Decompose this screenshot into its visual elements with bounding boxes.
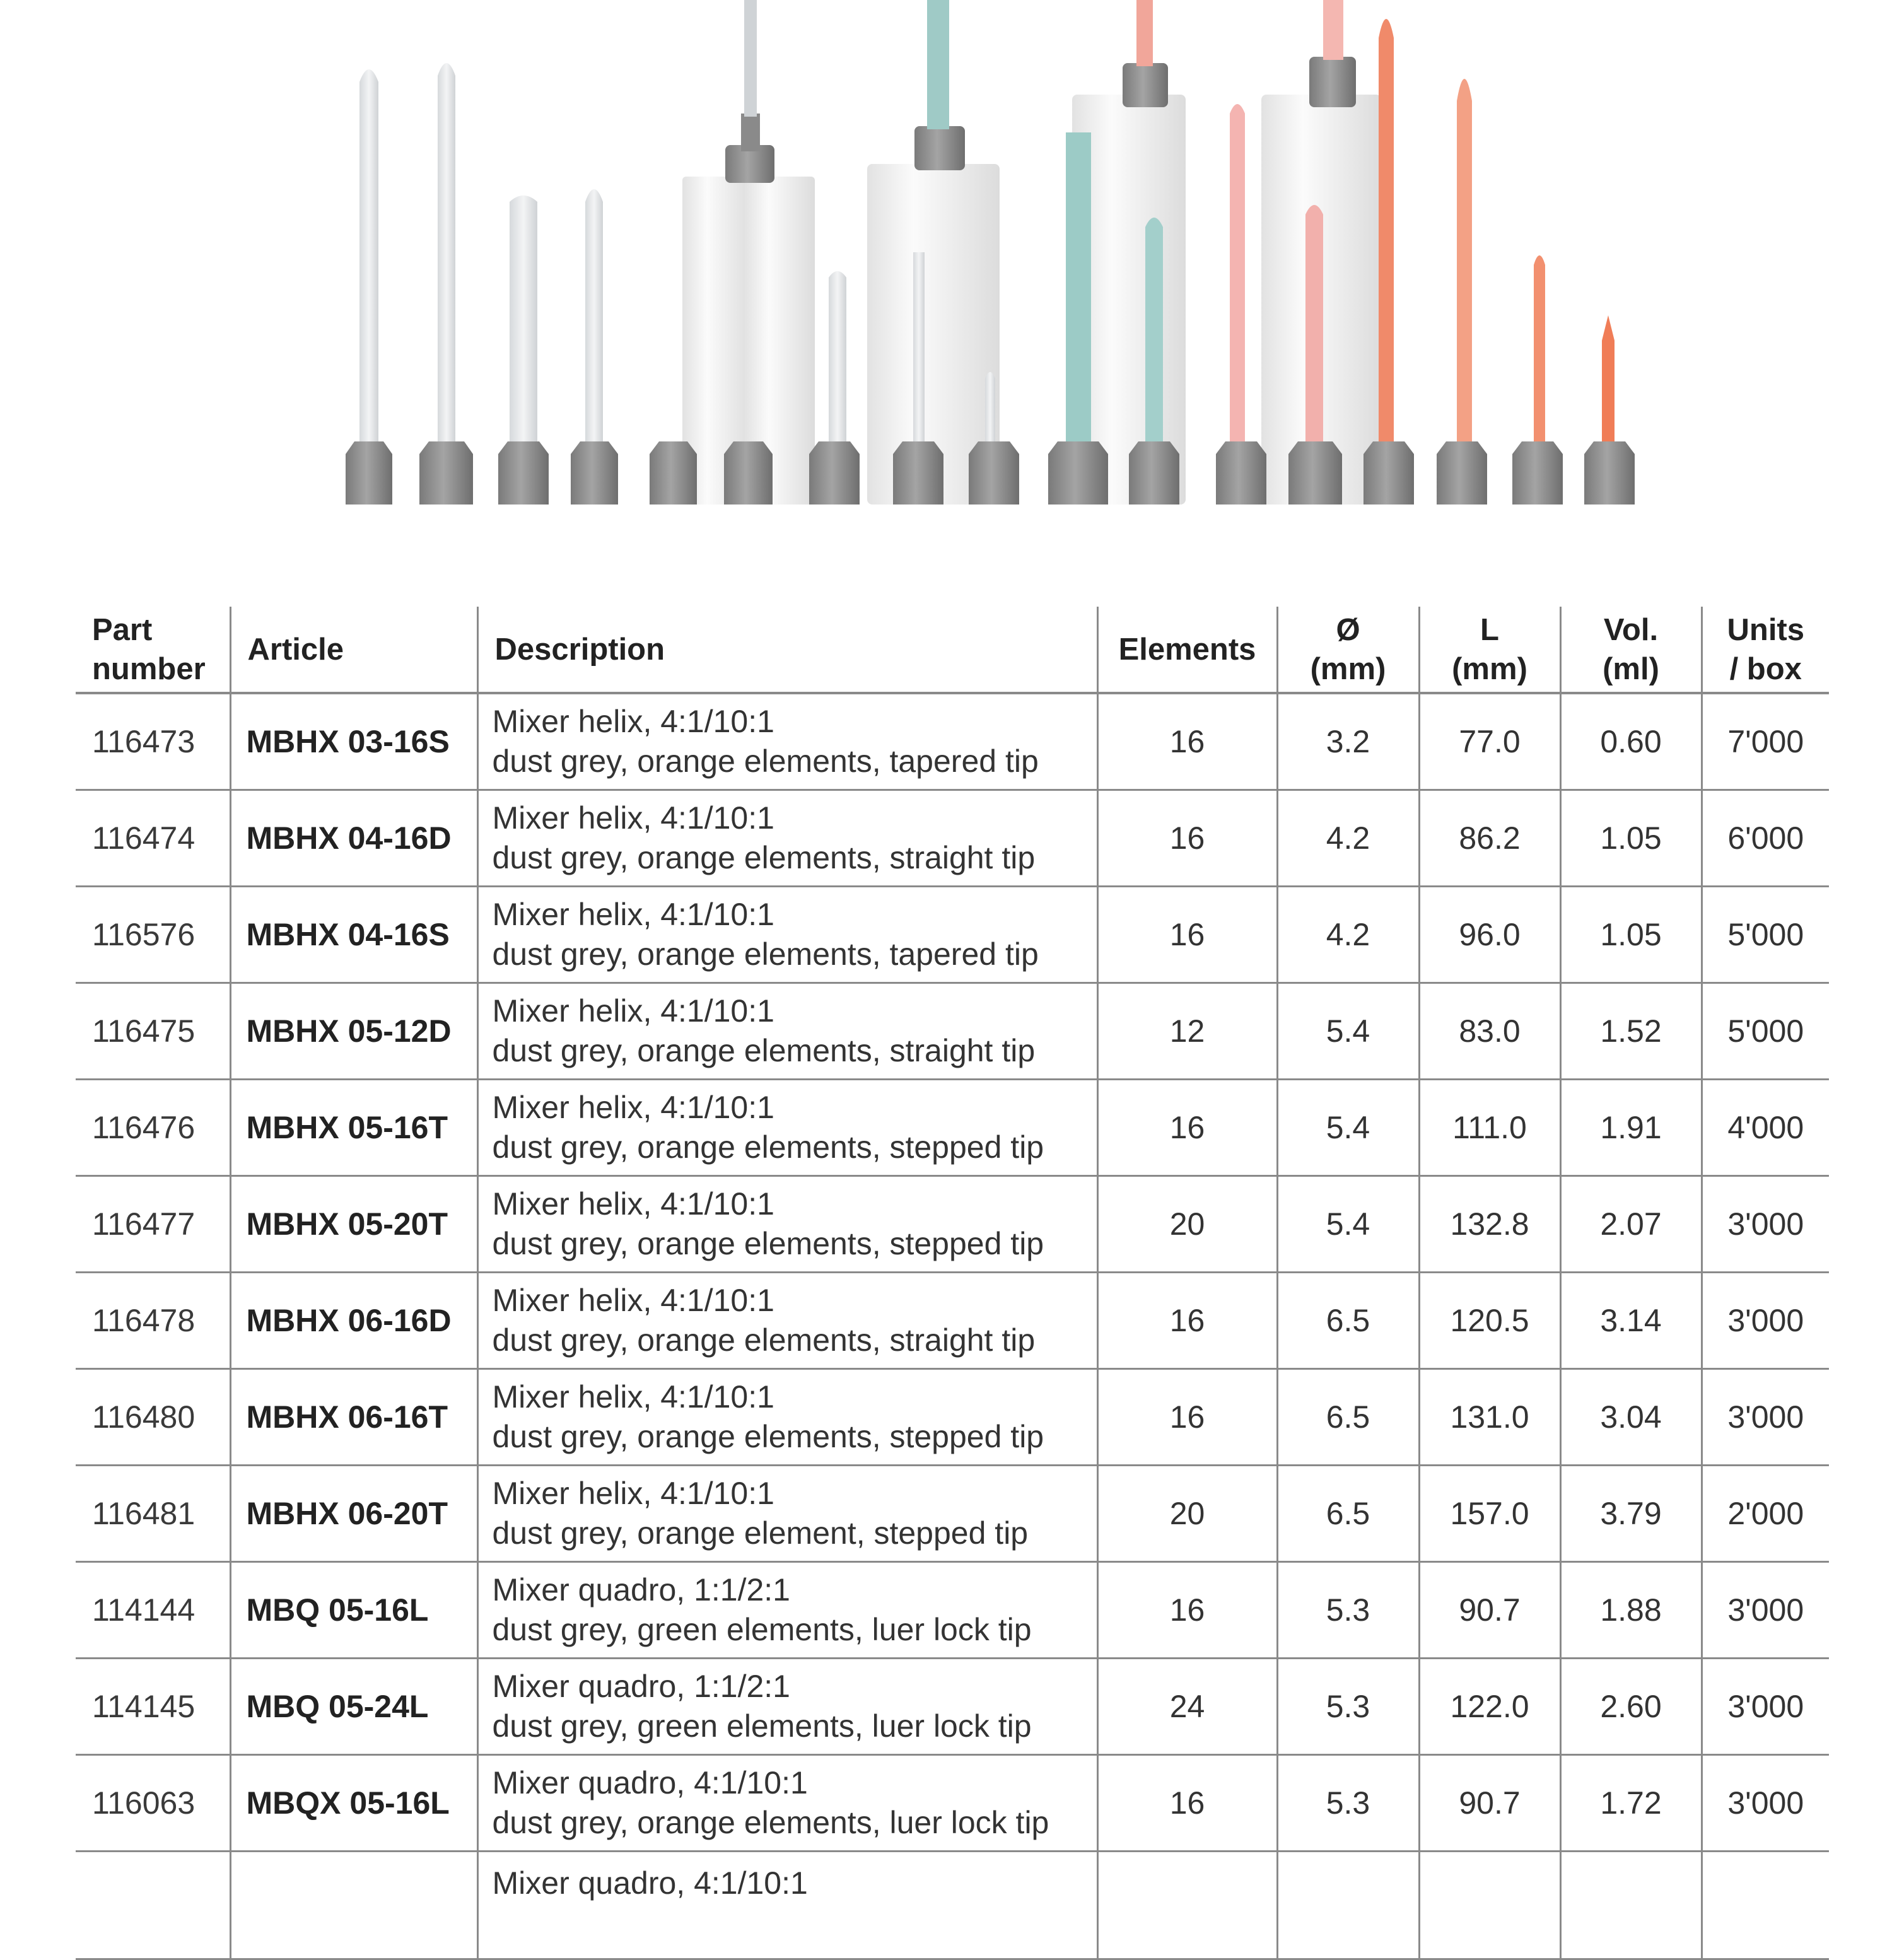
column-header-elements: Elements	[1097, 607, 1277, 693]
volume-cell: 2.07	[1560, 1176, 1702, 1273]
description-cell: Mixer helix, 4:1/10:1 dust grey, orange elements, straight tip	[477, 790, 1097, 887]
part-number-cell: 116476	[76, 1080, 230, 1176]
diameter-cell: 6.5	[1277, 1273, 1419, 1369]
column-header-length: L (mm)	[1419, 607, 1560, 693]
length-cell: 90.7	[1419, 1755, 1560, 1852]
diameter-cell: 3.2	[1277, 693, 1419, 790]
article-cell: MBQ 05-16L	[230, 1562, 477, 1659]
units-per-box-cell	[1702, 1852, 1829, 1959]
part-number-cell: 116480	[76, 1369, 230, 1466]
units-per-box-cell: 5'000	[1702, 887, 1829, 983]
length-cell: 90.7	[1419, 1562, 1560, 1659]
length-cell: 96.0	[1419, 887, 1560, 983]
units-per-box-cell: 3'000	[1702, 1562, 1829, 1659]
description-cell: Mixer helix, 4:1/10:1 dust grey, orange elements, stepped tip	[477, 1080, 1097, 1176]
description-cell: Mixer quadro, 4:1/10:1 dust grey, orange elements, luer lock tip	[477, 1755, 1097, 1852]
diameter-cell	[1277, 1852, 1419, 1959]
units-per-box-cell: 3'000	[1702, 1755, 1829, 1852]
elements-cell: 16	[1097, 1080, 1277, 1176]
mixer-nozzle-icon	[571, 189, 618, 505]
table-row	[76, 1659, 1829, 1755]
table-row	[76, 790, 1829, 887]
column-header-units-per-box: Units / box	[1702, 607, 1829, 693]
part-number-cell: 114144	[76, 1562, 230, 1659]
article-cell: MBHX 06-20T	[230, 1466, 477, 1562]
column-header-diameter: Ø (mm)	[1277, 607, 1419, 693]
diameter-cell: 5.3	[1277, 1755, 1419, 1852]
length-cell: 120.5	[1419, 1273, 1560, 1369]
volume-cell: 1.05	[1560, 790, 1702, 887]
part-number-cell: 114145	[76, 1659, 230, 1755]
description-cell: Mixer helix, 4:1/10:1 dust grey, orange elements, tapered tip	[477, 887, 1097, 983]
units-per-box-cell: 3'000	[1702, 1369, 1829, 1466]
table-header	[76, 607, 1829, 693]
article-cell: MBQX 05-16L	[230, 1755, 477, 1852]
length-cell: 131.0	[1419, 1369, 1560, 1466]
description-cell: Mixer helix, 4:1/10:1 dust grey, orange element, stepped tip	[477, 1466, 1097, 1562]
article-cell: MBHX 06-16T	[230, 1369, 477, 1466]
volume-cell: 2.60	[1560, 1659, 1702, 1755]
part-number-cell: 116473	[76, 693, 230, 790]
volume-cell: 1.72	[1560, 1755, 1702, 1852]
elements-cell: 16	[1097, 1562, 1277, 1659]
elements-cell: 16	[1097, 1369, 1277, 1466]
volume-cell: 3.04	[1560, 1369, 1702, 1466]
units-per-box-cell: 6'000	[1702, 790, 1829, 887]
mixer-nozzle-icon	[809, 271, 860, 505]
table-row	[76, 983, 1829, 1080]
description-cell: Mixer helix, 4:1/10:1 dust grey, orange elements, straight tip	[477, 983, 1097, 1080]
table-row	[76, 887, 1829, 983]
units-per-box-cell: 3'000	[1702, 1273, 1829, 1369]
part-number-cell: 116477	[76, 1176, 230, 1273]
table-row	[76, 1852, 1829, 1959]
units-per-box-cell: 5'000	[1702, 983, 1829, 1080]
article-cell	[230, 1852, 477, 1959]
column-header-part-number: Part number	[76, 607, 230, 693]
diameter-cell: 4.2	[1277, 790, 1419, 887]
article-cell: MBHX 05-20T	[230, 1176, 477, 1273]
part-number-cell: 116481	[76, 1466, 230, 1562]
length-cell	[1419, 1852, 1560, 1959]
article-cell: MBHX 06-16D	[230, 1273, 477, 1369]
column-header-description: Description	[477, 607, 1097, 693]
part-number-cell: 116474	[76, 790, 230, 887]
table-row	[76, 1466, 1829, 1562]
diameter-cell: 6.5	[1277, 1466, 1419, 1562]
dual-cartridge-icon	[682, 0, 815, 505]
mixer-nozzle-icon	[1512, 255, 1563, 505]
volume-cell: 0.60	[1560, 693, 1702, 790]
article-cell: MBQ 05-24L	[230, 1659, 477, 1755]
length-cell: 122.0	[1419, 1659, 1560, 1755]
table-row	[76, 1176, 1829, 1273]
mixer-nozzle-icon	[1216, 104, 1266, 505]
units-per-box-cell: 7'000	[1702, 693, 1829, 790]
description-cell: Mixer helix, 4:1/10:1 dust grey, orange elements, stepped tip	[477, 1176, 1097, 1273]
length-cell: 77.0	[1419, 693, 1560, 790]
units-per-box-cell: 2'000	[1702, 1466, 1829, 1562]
volume-cell: 1.91	[1560, 1080, 1702, 1176]
diameter-cell: 5.3	[1277, 1659, 1419, 1755]
diameter-cell: 4.2	[1277, 887, 1419, 983]
length-cell: 111.0	[1419, 1080, 1560, 1176]
length-cell: 132.8	[1419, 1176, 1560, 1273]
spec-table	[76, 607, 1829, 1960]
mixer-nozzle-icon	[498, 195, 549, 505]
article-cell: MBHX 05-12D	[230, 983, 477, 1080]
elements-cell: 24	[1097, 1659, 1277, 1755]
elements-cell: 20	[1097, 1466, 1277, 1562]
mixer-nozzle-icon	[1584, 315, 1635, 505]
elements-cell: 16	[1097, 887, 1277, 983]
column-header-volume: Vol. (ml)	[1560, 607, 1702, 693]
mixer-nozzle-icon	[724, 441, 773, 505]
part-number-cell: 116576	[76, 887, 230, 983]
description-cell: Mixer helix, 4:1/10:1 dust grey, orange elements, tapered tip	[477, 693, 1097, 790]
volume-cell: 1.05	[1560, 887, 1702, 983]
units-per-box-cell: 4'000	[1702, 1080, 1829, 1176]
description-cell: Mixer quadro, 1:1/2:1 dust grey, green elements, luer lock tip	[477, 1659, 1097, 1755]
volume-cell: 1.88	[1560, 1562, 1702, 1659]
elements-cell	[1097, 1852, 1277, 1959]
table-row	[76, 1273, 1829, 1369]
elements-cell: 16	[1097, 1273, 1277, 1369]
mixer-nozzle-icon	[650, 441, 697, 505]
volume-cell	[1560, 1852, 1702, 1959]
elements-cell: 12	[1097, 983, 1277, 1080]
table-row	[76, 1755, 1829, 1852]
volume-cell: 3.79	[1560, 1466, 1702, 1562]
dual-cartridge-icon	[867, 0, 1000, 505]
table-body	[76, 693, 1829, 1959]
description-cell: Mixer helix, 4:1/10:1 dust grey, orange elements, stepped tip	[477, 1369, 1097, 1466]
diameter-cell: 6.5	[1277, 1369, 1419, 1466]
elements-cell: 16	[1097, 1755, 1277, 1852]
part-number-cell	[76, 1852, 230, 1959]
description-cell: Mixer quadro, 4:1/10:1	[477, 1852, 1097, 1959]
elements-cell: 20	[1097, 1176, 1277, 1273]
part-number-cell: 116475	[76, 983, 230, 1080]
diameter-cell: 5.3	[1277, 1562, 1419, 1659]
units-per-box-cell: 3'000	[1702, 1659, 1829, 1755]
elements-cell: 16	[1097, 790, 1277, 887]
article-cell: MBHX 04-16D	[230, 790, 477, 887]
length-cell: 157.0	[1419, 1466, 1560, 1562]
units-per-box-cell: 3'000	[1702, 1176, 1829, 1273]
table-row	[76, 1080, 1829, 1176]
description-cell: Mixer quadro, 1:1/2:1 dust grey, green elements, luer lock tip	[477, 1562, 1097, 1659]
table-row	[76, 1562, 1829, 1659]
volume-cell: 3.14	[1560, 1273, 1702, 1369]
product-photo	[0, 0, 1892, 542]
article-cell: MBHX 03-16S	[230, 693, 477, 790]
part-number-cell: 116478	[76, 1273, 230, 1369]
mixer-nozzle-icon	[419, 63, 473, 505]
diameter-cell: 5.4	[1277, 1176, 1419, 1273]
length-cell: 86.2	[1419, 790, 1560, 887]
spec-table-container	[76, 607, 1829, 1960]
elements-cell: 16	[1097, 693, 1277, 790]
diameter-cell: 5.4	[1277, 1080, 1419, 1176]
table-row	[76, 1369, 1829, 1466]
length-cell: 83.0	[1419, 983, 1560, 1080]
mixer-nozzle-icon	[346, 69, 392, 505]
mixer-nozzle-icon	[1437, 79, 1487, 505]
diameter-cell: 5.4	[1277, 983, 1419, 1080]
article-cell: MBHX 04-16S	[230, 887, 477, 983]
article-cell: MBHX 05-16T	[230, 1080, 477, 1176]
column-header-article: Article	[230, 607, 477, 693]
part-number-cell: 116063	[76, 1755, 230, 1852]
table-row	[76, 693, 1829, 790]
volume-cell: 1.52	[1560, 983, 1702, 1080]
description-cell: Mixer helix, 4:1/10:1 dust grey, orange elements, straight tip	[477, 1273, 1097, 1369]
